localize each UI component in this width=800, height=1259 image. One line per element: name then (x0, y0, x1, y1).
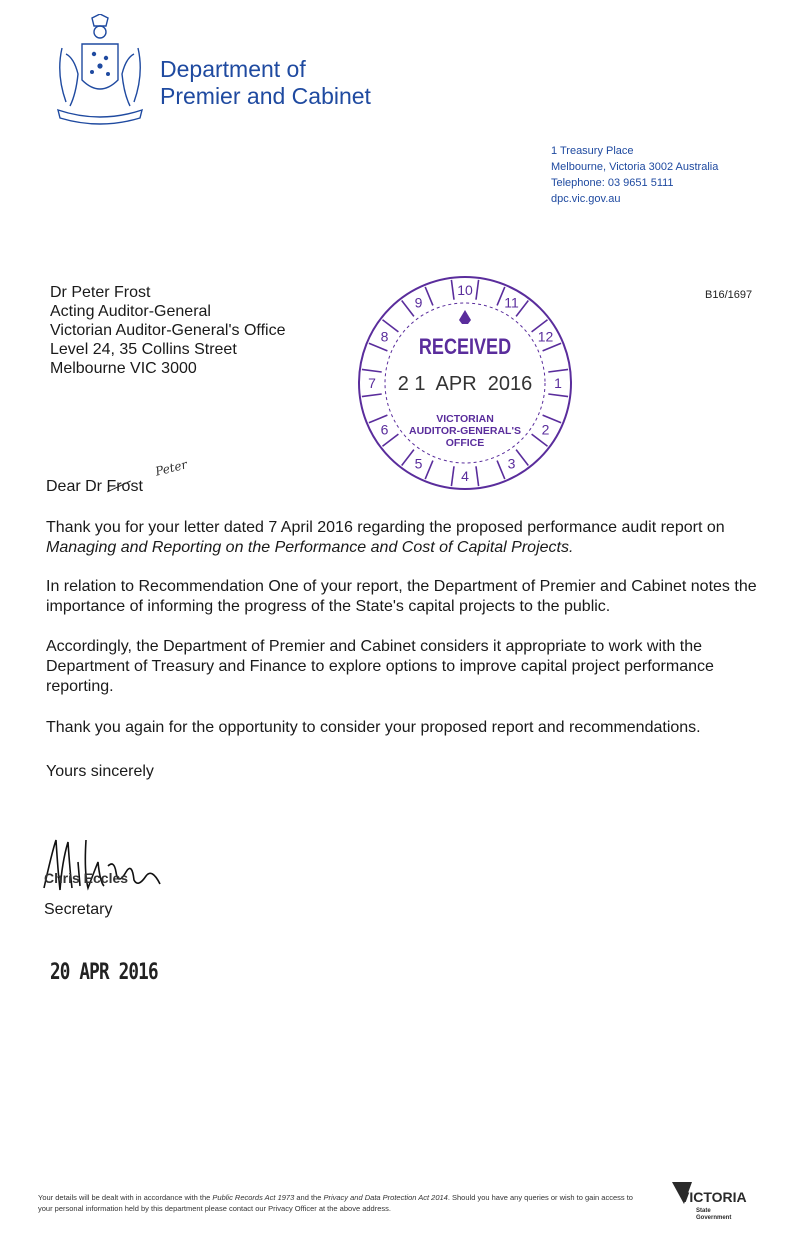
stamp-tick (362, 394, 382, 397)
stamp-clock-number: 6 (380, 421, 389, 438)
victoria-word: VICTORIA (680, 1189, 747, 1205)
footer-act1: Public Records Act 1973 (212, 1193, 295, 1202)
signatory-name: Chris Eccles (44, 870, 129, 886)
stamp-tick (497, 461, 505, 480)
coat-of-arms-icon (52, 14, 148, 126)
stamp-tick (451, 466, 454, 486)
handwritten-first-name: Peter (153, 457, 189, 479)
department-name (160, 56, 371, 110)
closing: Yours sincerely (46, 763, 154, 780)
received-stamp (350, 268, 580, 498)
struck-surname: Frost (106, 478, 143, 495)
sender-address (551, 143, 718, 207)
stamp-tick (476, 466, 479, 486)
victoria-sub1: State (696, 1208, 711, 1214)
address-line: 1 Treasury Place (551, 145, 634, 157)
stamp-tick (402, 450, 414, 466)
victoria-logo (670, 1178, 760, 1226)
body-paragraph-4: Thank you again for the opportunity to consider your proposed report and recommendations. (46, 719, 701, 736)
stamp-tick (516, 450, 528, 466)
stamp-tick (362, 369, 382, 372)
stamp-org-line3: OFFICE (445, 437, 485, 449)
stamp-clock-number: 8 (380, 328, 389, 345)
stamp-clock-number: 1 (554, 375, 562, 391)
victoria-sub2: Government (696, 1215, 732, 1221)
address-line: Melbourne, Victoria 3002 Australia (551, 161, 719, 173)
stamp-clock-number: 5 (414, 455, 423, 472)
stamp-clock-number: 12 (537, 328, 554, 345)
privacy-footer (38, 1192, 638, 1214)
stamp-clock-number: 2 (541, 421, 550, 438)
report-title: Managing and Reporting on the Performance and Cost of Capital Projects. (46, 539, 574, 556)
salutation-prefix: Dear Dr (46, 478, 107, 495)
stamp-org-line1: VICTORIAN (436, 413, 494, 425)
recipient-city: Melbourne VIC 3000 (50, 360, 197, 377)
department-line2: Premier and Cabinet (160, 83, 371, 109)
stamp-tick (451, 280, 454, 300)
signature-icon (38, 832, 168, 902)
signatory-title: Secretary (44, 901, 113, 918)
footer-text: Your details will be dealt with in accordance with the (38, 1193, 213, 1202)
stamp-clock-number: 11 (504, 294, 519, 311)
stamp-clock-number: 7 (368, 375, 376, 391)
date-stamp: 20 APR 2016 (50, 960, 158, 985)
stamp-clock-number: 4 (461, 468, 469, 484)
stamp-tick (476, 280, 479, 300)
reference-number: B16/1697 (705, 289, 753, 301)
stamp-tick (548, 394, 568, 397)
recipient-title: Acting Auditor-General (50, 303, 211, 320)
body-paragraph-2: In relation to Recommendation One of your report, the Department of Premier and Cabinet notes the importance of informing the progress of the State's capital projects to the public. (46, 578, 757, 615)
stamp-org-line2: AUDITOR-GENERAL'S (409, 425, 521, 437)
recipient-block (50, 283, 285, 378)
body-paragraph-1 (46, 518, 758, 558)
recipient-name: Dr Peter Frost (50, 284, 151, 301)
footer-text: and the (294, 1193, 324, 1202)
footer-text: . Should you have any queries or wish to gain access to your personal information held by this department please contact our Privacy Officer at the above address. (38, 1193, 633, 1213)
crown-icon (459, 310, 471, 324)
salutation (46, 478, 143, 496)
stamp-tick (402, 301, 414, 317)
p1-text: Thank you for your letter dated 7 April 2016 regarding the proposed performance audit report on (46, 519, 725, 536)
stamp-date: 2 1 APR 2016 (397, 373, 533, 395)
body-paragraph-3: Accordingly, the Department of Premier and Cabinet considers it appropriate to work with the Department of Treasury and Finance to explore options to improve capital project performance reporting. (46, 638, 714, 695)
website: dpc.vic.gov.au (551, 193, 621, 205)
department-line1: Department of (160, 56, 306, 82)
stamp-clock-number: 9 (414, 294, 423, 311)
recipient-street: Level 24, 35 Collins Street (50, 341, 237, 358)
footer-act2: Privacy and Data Protection Act 2014 (323, 1193, 448, 1202)
stamp-tick (425, 461, 433, 480)
stamp-tick (548, 369, 568, 372)
telephone: Telephone: 03 9651 5111 (551, 177, 674, 189)
recipient-office: Victorian Auditor-General's Office (50, 322, 286, 339)
stamp-received-label: RECEIVED (418, 335, 512, 360)
stamp-tick (425, 287, 433, 306)
stamp-clock-number: 3 (507, 455, 516, 472)
stamp-clock-number: 10 (457, 282, 473, 298)
